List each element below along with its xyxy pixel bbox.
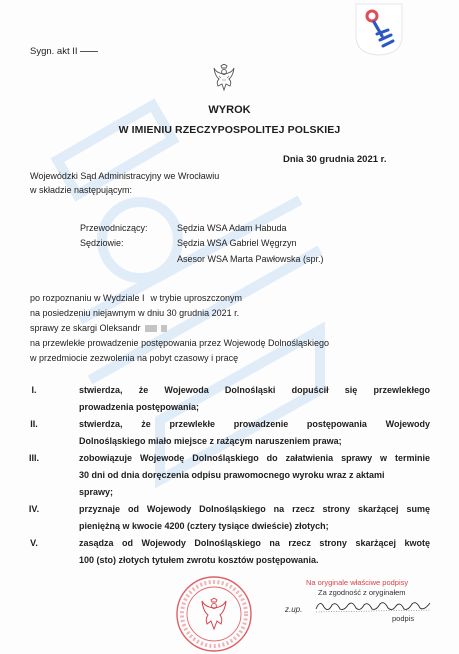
role-judges: Sędziowie: — [80, 238, 124, 248]
item-text: sprawy; — [79, 487, 114, 497]
signature-label: podpis — [392, 614, 415, 623]
case-number: Sygn. akt II — [30, 46, 98, 57]
certification-note: Na oryginale właściwe podpisy — [306, 578, 409, 587]
item-text: stwierdza, że przewlekłe prowadzenie postępowania Wojewody — [79, 419, 430, 429]
document-subtitle: W IMIENIU RZECZYPOSPOLITEJ POLSKIEJ — [118, 124, 341, 136]
member-chair: Sędzia WSA Adam Habuda — [177, 223, 287, 233]
redacted-initial — [161, 325, 167, 332]
item-number: I. — [31, 385, 37, 395]
publisher-logo-icon — [352, 2, 406, 56]
proceedings-line-5: w przedmiocie zezwolenia na pobyt czasowy i pracę — [30, 353, 239, 363]
item-text: stwierdza, że Wojewoda Dolnośląski dopuścił się przewlekłego — [79, 385, 430, 395]
item-text: zobowiązuje Wojewodę Dolnośląskiego do załatwienia sprawy w terminie — [79, 453, 430, 463]
item-text: Dolnośląskiego miało miejsce z rażącym naruszeniem prawa; — [79, 436, 342, 446]
court-seal-stamp — [175, 574, 253, 654]
proceedings-line-3: sprawy ze skargi Oleksandr — [30, 323, 167, 333]
item-number: II. — [30, 419, 38, 429]
proceedings-line-1: po rozpoznaniu w Wydziale I w trybie uproszczonym — [30, 293, 243, 303]
item-text: 30 dni od dnia doręczenia odpisu prawomocnego wyroku wraz z aktami — [79, 470, 385, 480]
item-text: zasądza od Wojewody Dolnośląskiego na rzecz strony skarżącej kwotę — [79, 538, 430, 548]
item-text: 100 (sto) złotych tytułem zwrotu kosztów postępowania. — [79, 555, 319, 565]
item-text: prowadzenia postępowania; — [79, 402, 200, 412]
on-behalf-label: z.up. — [285, 605, 303, 614]
item-text: pieniężną w kwocie 4200 (cztery tysiące dwieście) złotych; — [79, 521, 329, 531]
item-number: V. — [30, 538, 38, 548]
member-assessor: Asesor WSA Marta Pawłowska (spr.) — [177, 254, 324, 264]
certification-conformity: Za zgodność z oryginałem — [318, 588, 406, 597]
item-number: IV. — [28, 504, 40, 514]
item-text: przyznaje od Wojewody Dolnośląskiego na rzecz strony skarżącej sumę — [79, 504, 430, 514]
redacted-surname — [145, 325, 157, 332]
member-judge: Sędzia WSA Gabriel Węgrzyn — [177, 238, 297, 248]
judgment-date: Dnia 30 grudnia 2021 r. — [283, 154, 387, 165]
proceedings-line-4: na przewlekłe prowadzenie postępowania przez Wojewodę Dolnośląskiego — [30, 338, 330, 348]
court-name: Wojewódzki Sąd Administracyjny we Wrocławiu — [30, 171, 220, 181]
handwritten-signature — [314, 597, 432, 615]
proceedings-line-2: na posiedzeniu niejawnym w dniu 30 grudnia 2021 r. — [30, 308, 240, 318]
document-title: WYROK — [208, 104, 251, 116]
court-composition-intro: w składzie następującym: — [30, 185, 133, 195]
item-number: III. — [28, 453, 39, 463]
role-chair: Przewodniczący: — [80, 223, 148, 233]
eagle-emblem-icon — [213, 64, 235, 92]
